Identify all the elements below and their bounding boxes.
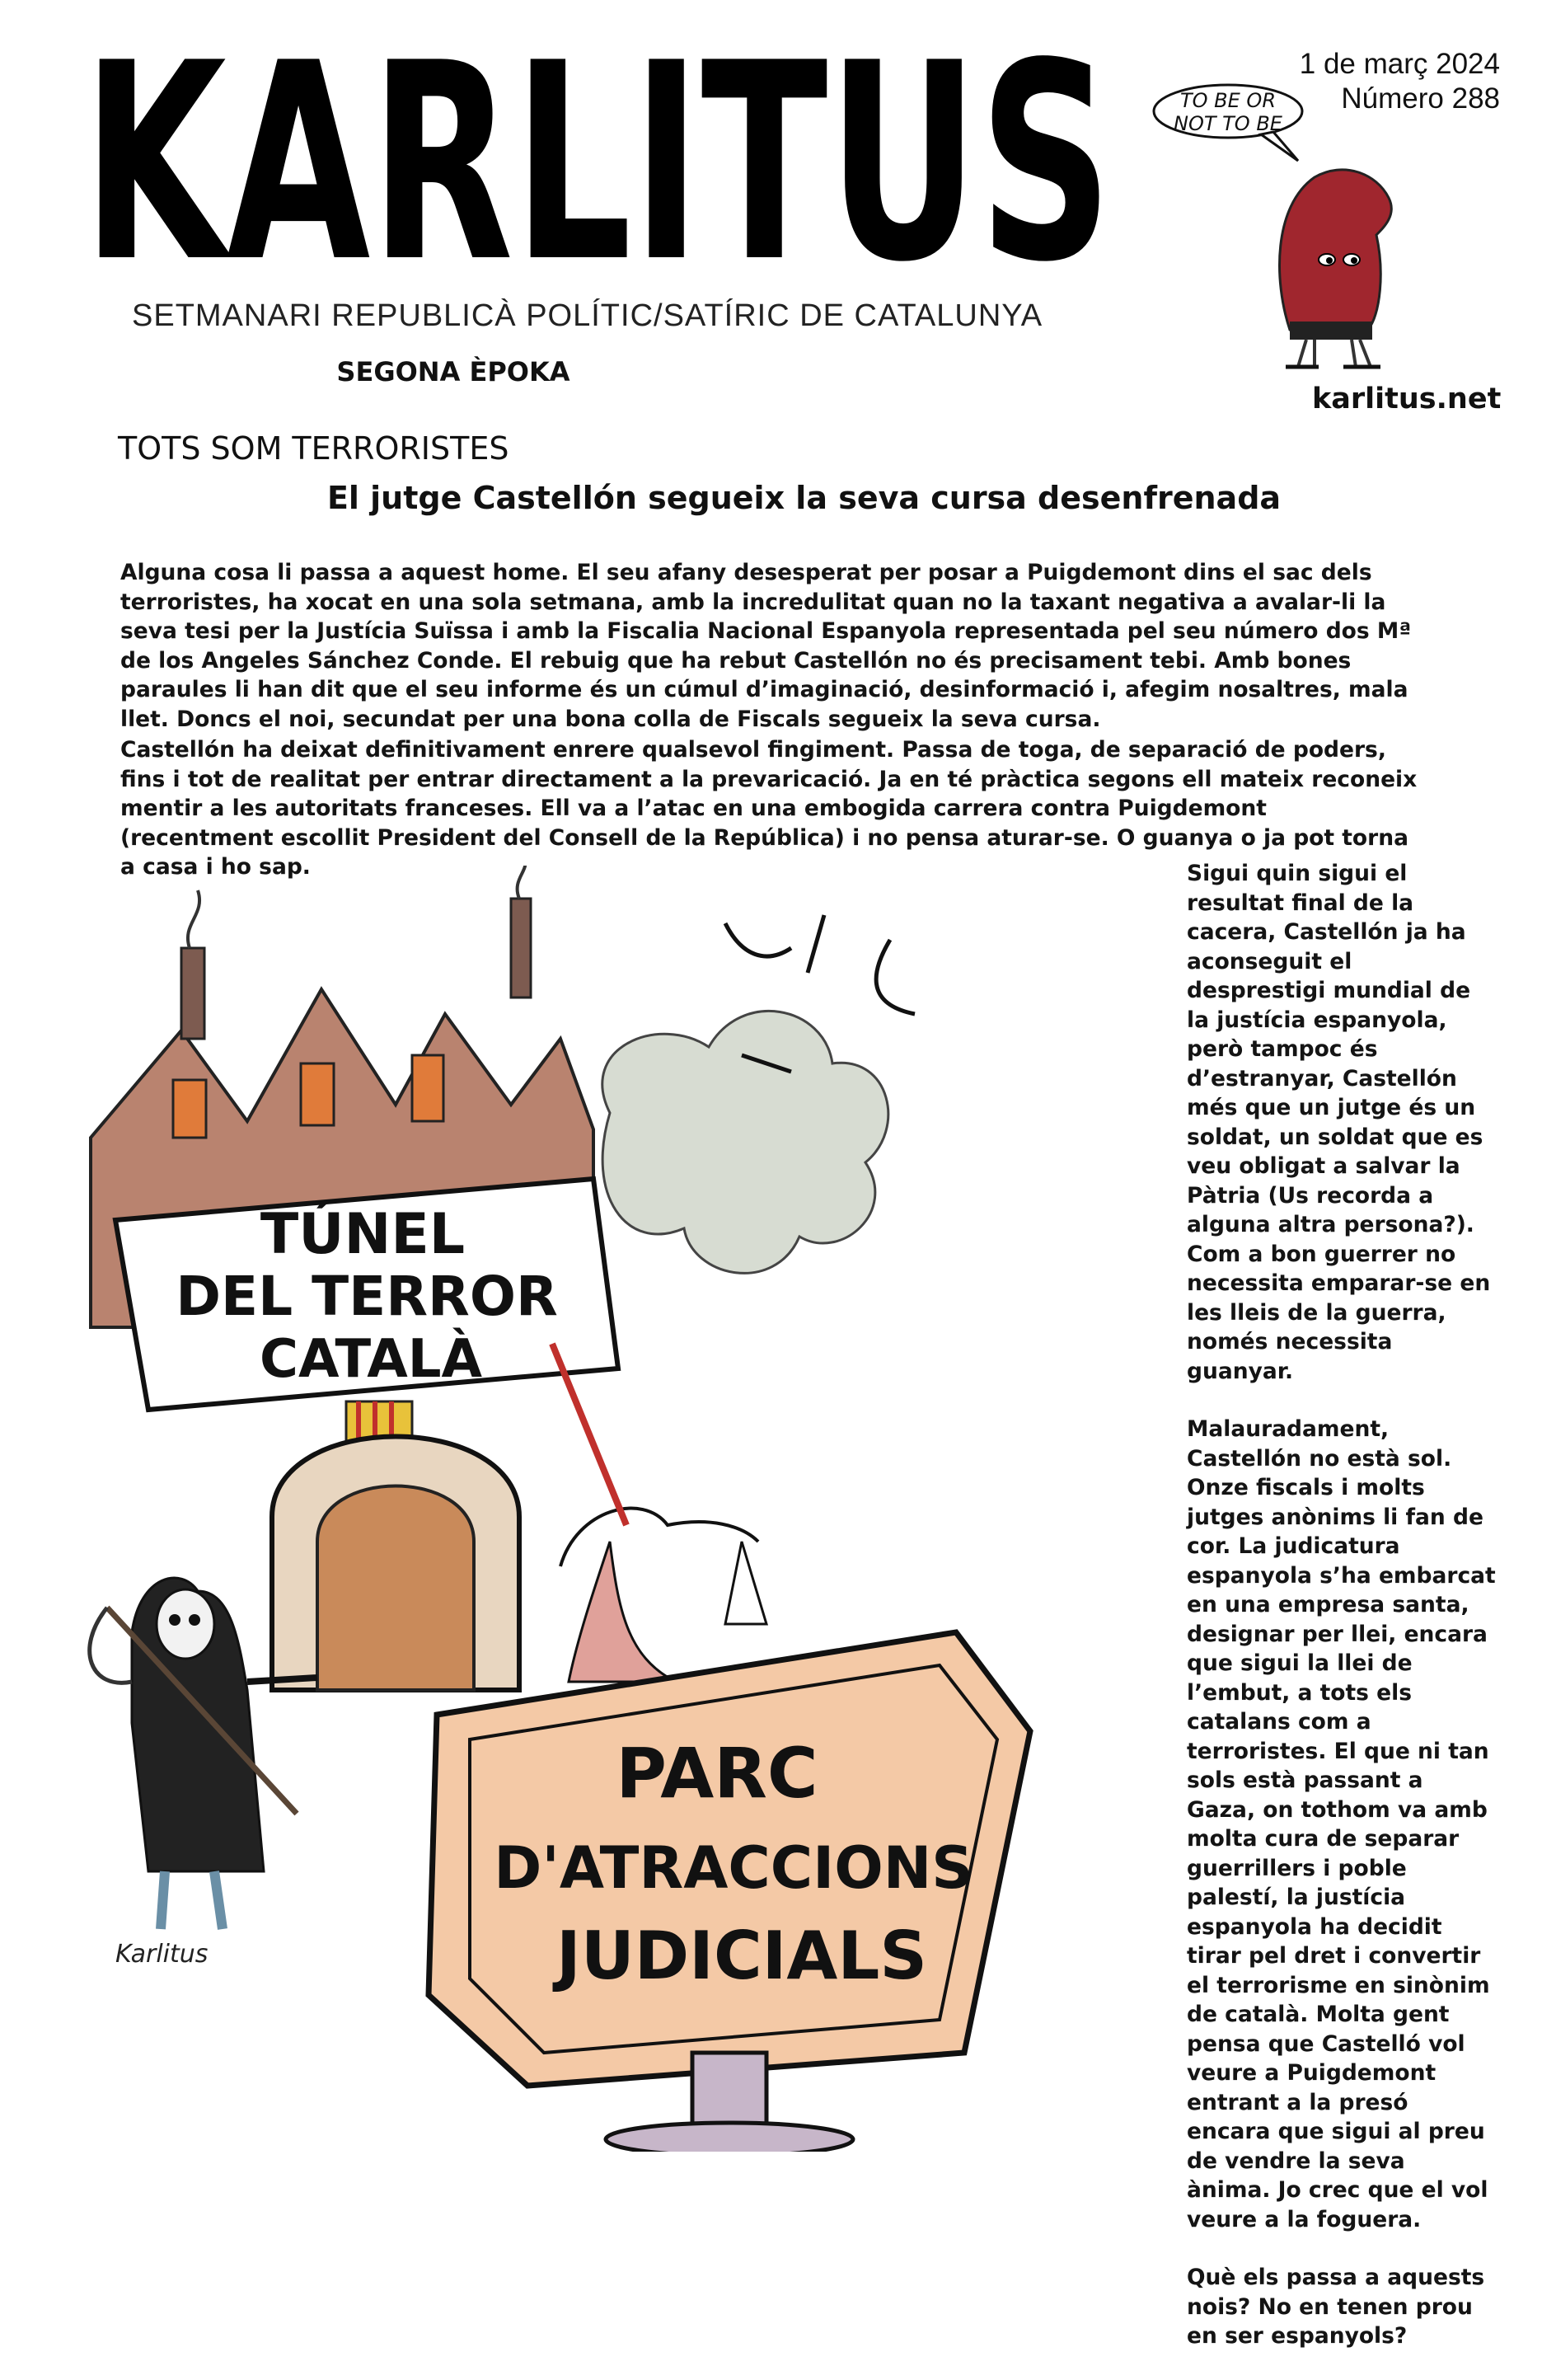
sign-tunnel-line-2: DEL TERROR: [176, 1265, 558, 1328]
speech-line-1: TO BE OR: [1179, 89, 1277, 112]
smoke-cloud: [602, 1011, 888, 1273]
issue-number: Número 288: [1341, 82, 1500, 115]
column-paragraph-3: Què els passa a aquests nois? No en tenen prou en ser espanyols?: [1187, 2265, 1485, 2349]
article-side-column: [1187, 859, 1496, 2380]
editorial-cartoon: [82, 866, 1179, 2152]
article-paragraph-2: Castellón ha deixat definitivament enrere qualsevol fingiment. Passa de toga, de separació de poders, fins i tot de realitat per entrar directament a la prevaricació. Ja en té pràctica segons ell mateix reconeix mentir a les autoritats franceses. Ell va a l’atac en una embogida carrera contra Puigdemont (recentment escollit President del Consell de la República) i no pensa aturar-se. O guanya o ja pot torna a casa i ho sap.: [120, 737, 1418, 880]
article-kicker: TOTS SOM TERRORISTES: [118, 430, 509, 467]
sign-tunnel-line-3: CATALÀ: [259, 1329, 483, 1390]
issue-date: 1 de març 2024: [1299, 48, 1500, 80]
article-paragraph-1: Alguna cosa li passa a aquest home. El seu afany desesperat per posar a Puigdemont dins el sac dels terroristes, ha xocat en una sola setmana, amb la incredulitat quan no la taxant negativa a avalar-li la seva tesi per la Justícia Suïssa i amb la Fiscalia Nacional Espanyola representada pel seu número dos Mª de los Angeles Sánchez Conde. El rebuig que ha rebut Castellón no és precisament tebi. Amb bones paraules li han dit que el seu informe és un cúmul d’imaginació, desinformació i, afegim nosaltres, mala llet. Doncs el noi, secundat per una bona colla de Fiscals segueix la seva cursa.: [120, 560, 1412, 732]
hood-figure: [1280, 170, 1392, 330]
justice-figure: [569, 1542, 676, 1682]
masthead-tagline: SETMANARI REPUBLICÀ POLÍTIC/SATÍRIC DE CATALUNYA: [132, 298, 1043, 333]
column-paragraph-1: Sigui quin sigui el resultat final de la cacera, Castellón ja ha aconseguit el desprestigi mundial de la justícia espanyola, però tampoc és d’estranyar, Castellón més que un jutge és un soldat, un soldat que es veu obligat a salvar la Pàtria (Us recorda a alguna altra persona?). Com a bon guerrer no necessita emparar-se en les lleis de la guerra, només necessita guanyar.: [1187, 861, 1491, 1384]
column-paragraph-2: Malauradament, Castellón no està sol. Onze fiscals i molts jutges anònims li fan de cor. La judicatura espanyola s’ha embarcat en una empresa santa, designar per llei, encara que sigui la llei de l’embut, a tots els catalans com a terroristes. El que ni tan sols està passant a Gaza, on tothom va amb molta cura de separar guerrillers i poble palestí, la justícia espanyola ha decidit tirar pel dret i convertir el terrorisme en sinònim de català. Molta gent pensa que Castelló vol veure a Puigdemont entrant a la presó encara que sigui al preu de vendre la seva ànima. Jo crec que el vol veure a la foguera.: [1187, 1416, 1496, 2232]
sign-park-line-3: JUDICIALS: [556, 1918, 927, 1994]
sign-park-line-1: PARC: [616, 1733, 818, 1814]
article-headline: El jutge Castellón segueix la seva cursa desenfrenada: [326, 480, 1282, 516]
website-link[interactable]: karlitus.net: [1312, 383, 1502, 415]
mascot-illustration: [1150, 82, 1430, 379]
edition-epoch: SEGONA ÈPOKA: [336, 356, 570, 387]
sign-tunnel-line-1: TÚNEL: [260, 1202, 466, 1267]
masthead-title-text: KARLITUS: [82, 35, 1113, 298]
cartoon-signature: Karlitus: [115, 1940, 209, 1969]
sign-park-line-2: D'ATRACCIONS: [494, 1834, 973, 1902]
speech-line-2: NOT TO BE: [1174, 112, 1282, 135]
